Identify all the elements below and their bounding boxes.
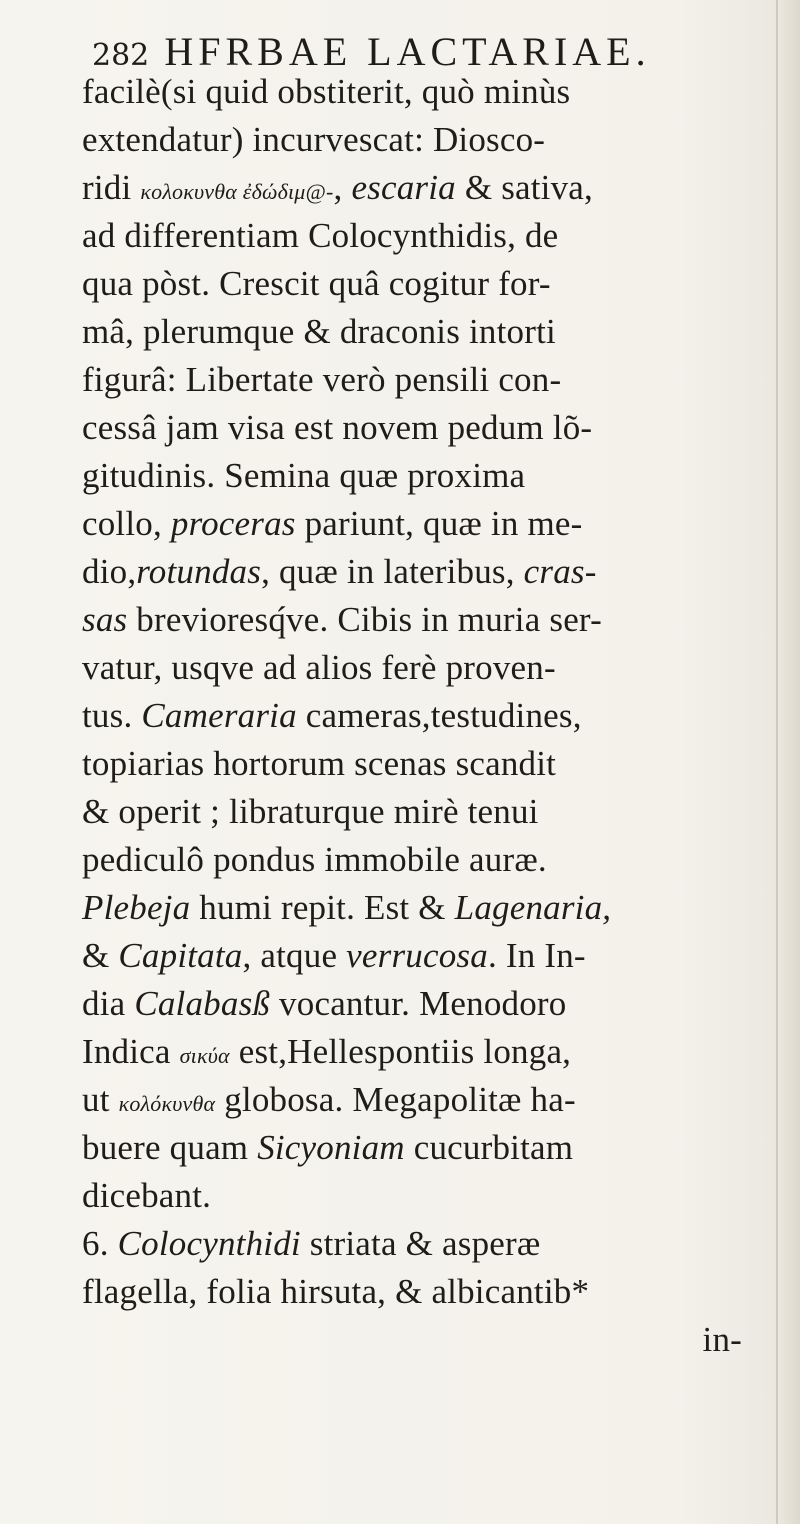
text-run: ut xyxy=(82,1080,119,1119)
text-run: topiarias hortorum scenas scandit xyxy=(82,744,557,783)
text-run: dia xyxy=(82,984,135,1023)
text-line xyxy=(82,884,782,932)
text-run: pediculô pondus immobile auræ. xyxy=(82,840,547,879)
text-run: 6. xyxy=(82,1224,118,1263)
italic-word: escaria xyxy=(351,168,456,207)
italic-word: Capitata xyxy=(118,936,243,975)
text-run: dicebant. xyxy=(82,1176,212,1215)
text-line xyxy=(82,1268,782,1316)
text-line xyxy=(82,1028,782,1076)
text-run: , xyxy=(333,168,352,207)
italic-word: Calabasß xyxy=(134,984,271,1023)
text-line xyxy=(82,500,782,548)
text-run: globosa. Megapolitæ ha- xyxy=(215,1080,576,1119)
text-run: humi repit. Est & xyxy=(190,888,455,927)
text-run: ad differentiam Colocynthidis, de xyxy=(82,216,559,255)
text-line xyxy=(82,980,782,1028)
catchword: in- xyxy=(702,1320,742,1359)
text-lines xyxy=(82,68,782,1316)
italic-word: Plebeja xyxy=(82,888,191,927)
text-line xyxy=(82,164,782,212)
text-run: cucurbitam xyxy=(404,1128,574,1167)
text-line xyxy=(82,308,782,356)
text-line xyxy=(82,692,782,740)
text-line xyxy=(82,260,782,308)
greek-word: κολόκυνθα xyxy=(118,1091,216,1116)
text-run: cessâ jam visa est novem pedum lõ- xyxy=(82,408,593,447)
italic-word: Cameraria xyxy=(141,696,297,735)
italic-word: sas xyxy=(82,600,128,639)
greek-word: σικύα xyxy=(179,1043,230,1068)
italic-word: verrucosa xyxy=(346,936,488,975)
italic-word: Lagenaria, xyxy=(454,888,612,927)
text-line xyxy=(82,740,782,788)
text-run: cameras,testudines, xyxy=(296,696,582,735)
text-line xyxy=(82,404,782,452)
text-run: dio, xyxy=(82,552,137,591)
text-line xyxy=(82,356,782,404)
text-line xyxy=(82,1124,782,1172)
text-run: striata & asperæ xyxy=(300,1224,541,1263)
page-number: 282 xyxy=(92,38,150,73)
text-run: & xyxy=(82,936,119,975)
text-line xyxy=(82,596,782,644)
text-run: & operit ; libraturque mirè tenui xyxy=(82,792,539,831)
text-run: vocantur. Menodoro xyxy=(270,984,567,1023)
italic-word: Colocynthidi xyxy=(117,1224,301,1263)
text-line xyxy=(82,788,782,836)
text-run: brevioresq́ve. Cibis in muria ser- xyxy=(127,600,602,639)
text-line xyxy=(82,644,782,692)
text-run: est,Hellespontiis longa, xyxy=(229,1032,572,1071)
text-line xyxy=(82,548,782,596)
body-text xyxy=(82,68,782,1364)
text-line xyxy=(82,1076,782,1124)
text-run: Indica xyxy=(82,1032,180,1071)
italic-word: proceras xyxy=(170,504,296,543)
text-run: gitudinis. Semina quæ proxima xyxy=(82,456,526,495)
greek-word: κολοκυνθα ἐδώδιμ@- xyxy=(140,179,334,204)
text-run: extendatur) incurvescat: Diosco- xyxy=(82,120,546,159)
text-line xyxy=(82,452,782,500)
text-line xyxy=(82,116,782,164)
text-line xyxy=(82,836,782,884)
text-run: ridi xyxy=(82,168,141,207)
text-run: qua pòst. Crescit quâ cogitur for- xyxy=(82,264,551,303)
text-run: pariunt, quæ in me- xyxy=(295,504,583,543)
text-run: . In In- xyxy=(487,936,586,975)
text-line xyxy=(82,1220,782,1268)
text-run: figurâ: Libertate verò pensili con- xyxy=(82,360,562,399)
text-run: vatur, usqve ad alios ferè proven- xyxy=(82,648,556,687)
running-title: HFRBAE LACTARIAE. xyxy=(164,29,651,74)
text-run: & sativa, xyxy=(455,168,593,207)
text-line xyxy=(82,932,782,980)
text-run: flagella, folia hirsuta, & albicantib* xyxy=(82,1272,590,1311)
text-run: mâ, plerumque & draconis intorti xyxy=(82,312,556,351)
text-line xyxy=(82,212,782,260)
text-run: tus. xyxy=(82,696,142,735)
text-run: facilè(si quid obstiterit, quò minùs xyxy=(82,72,571,111)
text-line xyxy=(82,68,782,116)
text-run: collo, xyxy=(82,504,171,543)
text-run: buere quam xyxy=(82,1128,258,1167)
text-run: , quæ in lateribus, xyxy=(261,552,524,591)
text-line xyxy=(82,1172,782,1220)
italic-word: cras- xyxy=(523,552,597,591)
italic-word: rotundas xyxy=(136,552,262,591)
italic-word: Sicyoniam xyxy=(257,1128,405,1167)
text-run: , atque xyxy=(242,936,347,975)
